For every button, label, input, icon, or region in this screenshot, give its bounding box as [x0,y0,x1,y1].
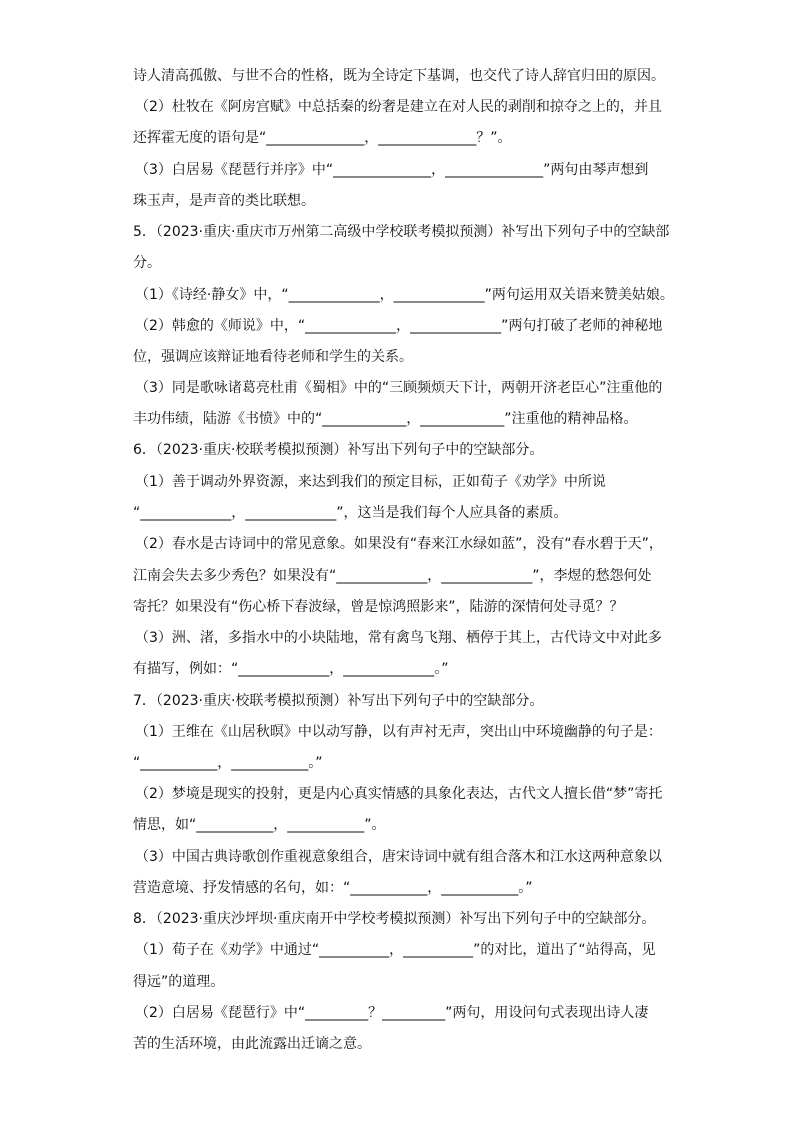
text-line: 分。 [133,255,161,271]
question-heading: 6．（2023·重庆·校联考模拟预测）补写出下列句子中的空缺部分。 [133,442,544,458]
text-line: （2）梦境是现实的投射，更是内心真实情感的具象化表达，古代文人擅长借“梦”寄托 [135,786,663,802]
text-line: 还挥霍无度的语句是“______________，______________？”。 [133,130,512,146]
text-line: （3）同是歌咏诸葛亮杜甫《蜀相》中的“三顾频烦天下计，两朝开济老臣心”注重他的 [135,380,663,396]
text-line: （2）韩愈的《师说》中，“_____________，_____________”两句打破了老师的神秘地 [135,318,663,334]
text-line: “___________，___________。” [133,755,323,771]
text-line: 珠玉声，是声音的类比联想。 [133,193,315,209]
text-line: 情思，如“___________，___________”。 [133,817,386,833]
text-line: （2）白居易《琵琶行》中“_________？_________”两句，用设问句式表现出诗人凄 [135,1005,649,1021]
text-line: （1）荀子在《劝学》中通过“__________，__________”的对比，道出了“站得高，见 [135,942,656,958]
text-line: 寄托？如果没有“伤心桥下春波绿，曾是惊鸿照影来”，陆游的深情何处寻觅？？ [133,599,624,615]
question-heading: 8．（2023·重庆沙坪坝·重庆南开中学校考模拟预测）补写出下列句子中的空缺部分。 [133,911,656,927]
text-line: （1）《诗经·静女》中，“_____________，_____________”两句运用双关语来赞美姑娘。 [135,287,674,303]
text-line: “_____________，_____________”，这当是我们每个人应具备的素质。 [133,505,568,521]
text-line: （3）洲、渚，多指水中的小块陆地，常有禽鸟飞翔、栖停于其上，古代诗文中对此多 [135,630,662,646]
text-line: 得远”的道理。 [133,974,225,990]
text-line: 诗人清高孤傲、与世不合的性格，既为全诗定下基调，也交代了诗人辞官归田的原因。 [133,68,665,84]
text-line: 江南会失去多少秀色？如果没有“_____________，_____________”，李煜的愁怨何处 [133,568,652,584]
text-line: 有描写，例如：“_____________，_____________。” [133,661,449,677]
text-line: 苦的生活环境，由此流露出迁谪之意。 [133,1036,371,1052]
text-line: 位，强调应该辩证地看待老师和学生的关系。 [133,349,413,365]
text-line: （1）王维在《山居秋暝》中以动写静，以有声衬无声，突出山中环境幽静的句子是： [135,724,662,740]
text-line: （3）中国古典诗歌创作重视意象组合，唐宋诗词中就有组合落木和江水这两种意象以 [135,849,662,865]
text-line: （2）杜牧在《阿房宫赋》中总括秦的纷奢是建立在对人民的剥削和掠夺之上的，并且 [135,99,662,115]
question-heading: 7．（2023·重庆·校联考模拟预测）补写出下列句子中的空缺部分。 [133,693,544,709]
question-heading: 5．（2023·重庆·重庆市万州第二高级中学校联考模拟预测）补写出下列句子中的空缺部 [133,224,670,240]
text-line: （1）善于调动外界资源，来达到我们的预定目标，正如荀子《劝学》中所说 [135,474,606,490]
text-line: （2）春水是古诗词中的常见意象。如果没有“春来江水绿如蓝”，没有“春水碧于天”， [135,536,663,552]
text-line: 营造意境、抒发情感的名句，如：“___________，___________。” [133,880,533,896]
text-line: 丰功伟绩，陆游《书愤》中的“____________，____________”注重他的精神品格。 [133,411,638,427]
text-line: （3）白居易《琵琶行并序》中“______________，______________”两句由琴声想到 [135,162,649,178]
